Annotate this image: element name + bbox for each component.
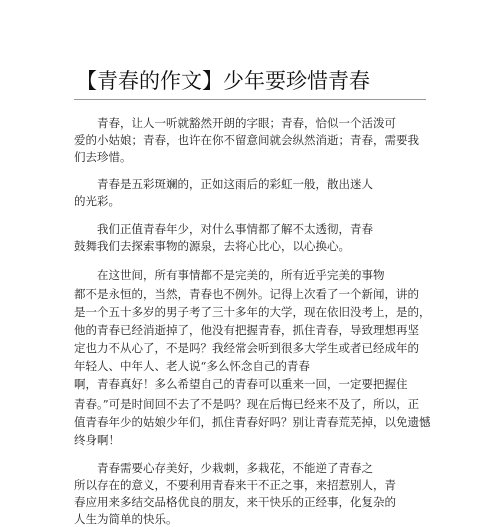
title-divider [74,99,426,100]
paragraph-line: 终身啊！ [74,433,120,447]
paragraph-line: 青春，让人一听就豁然开朗的字眼；青春，恰似一个活泼可 [74,116,396,130]
paragraph-line: 的光彩。 [74,194,120,208]
paragraph-line: 春应用来多结交品格优良的朋友，来干快乐的正经事，化复杂的 [74,495,396,509]
paragraph-line: 在这世间，所有事情都不是完美的，所有近乎完美的事物 [74,268,385,282]
paragraph-line: 他的青春已经消逝掉了，他没有把握青春，抓住青春，导致理想再坚 [74,323,419,337]
article-title: 【青春的作文】少年要珍惜青春 [76,69,370,93]
paragraph-line: 爱的小姑娘；青春，也许在你不留意间就会纵然消逝；青春，需要我 [74,133,419,147]
paragraph-line: 都不是永恒的，当然，青春也不例外。记得上次看了一个新闻，讲的 [74,287,419,301]
paragraph-line: 定也力不从心了，不是吗？我经常会听到很多大学生或者已经成年的 [74,341,419,355]
paragraph-line: 人生为简单的快乐。 [74,512,178,526]
paragraph-line: 我们正值青春年少，对什么事情都了解不太透彻，青春 [74,222,373,236]
paragraph-line: 年轻人、中年人、老人说“多么怀念自己的青春 [74,359,310,373]
paragraph-line: 青春需要心存美好，少栽刺，多栽花，不能逆了青春之 [74,461,373,475]
paragraph-line: 鼓舞我们去探索事物的源泉，去将心比心，以心换心。 [74,239,350,253]
paragraph-line: 青春是五彩斑斓的，正如这雨后的彩虹一般，散出迷人 [74,177,373,191]
paragraph-line: 所以存在的意义，不要利用青春来干不正之事，来招惹别人，青 [74,478,396,492]
paragraph-line: 啊，青春真好！多么希望自己的青春可以重来一回，一定要把握住 [74,377,408,391]
paragraph-line: 们去珍惜。 [74,150,132,164]
paragraph-line: 青春。”可是时间回不去了不是吗？现在后悔已经来不及了，所以，正 [74,397,420,411]
paragraph-line: 值青春年少的姑娘少年们，抓住青春好吗？别让青春荒芜掉，以免遗憾 [74,415,431,429]
paragraph-line: 是一个五十多岁的男子考了三十多年的大学，现在依旧没考上，是的， [74,305,431,319]
